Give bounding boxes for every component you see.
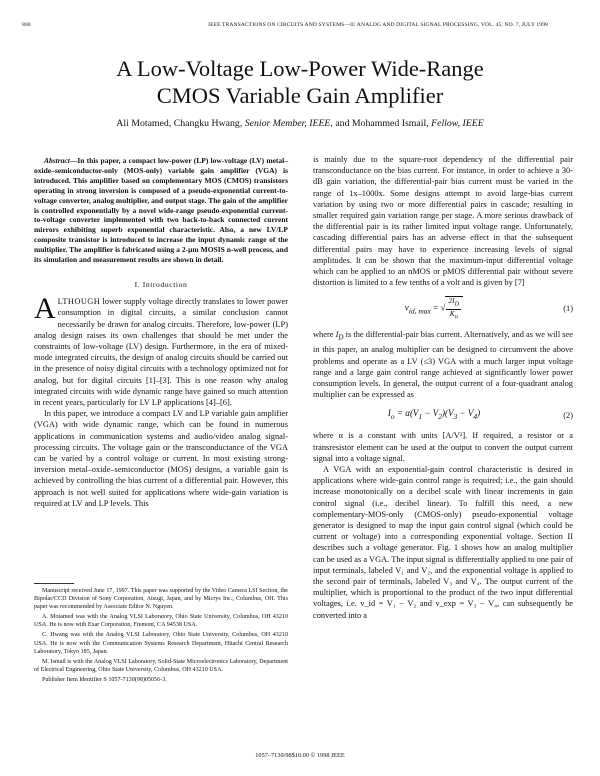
right-paragraph-2 <box>313 329 573 400</box>
author-names-1: Ali Motamed, Changku Hwang, <box>116 118 243 129</box>
eq1-numerator: 2I <box>448 296 455 306</box>
footnotes <box>34 583 288 686</box>
equation-2 <box>313 408 573 422</box>
eq1-denominator-sub: n <box>454 313 458 321</box>
footnote-rule <box>34 583 74 584</box>
eq2-sub-3: 3 <box>453 412 458 422</box>
eq2-lhs: I <box>387 408 391 419</box>
footnote-author-1: A. Motamed was with the Analog VLSI Laboratory, Ohio State University, Columbus, OH 43210 USA. He is now with Exar Corporation, Fremont, CA 94538 USA. <box>34 614 288 629</box>
equation-1-body <box>313 296 555 321</box>
footnote-publisher-id: Publisher Item Identifier S 1057-7130(98)05056-3. <box>42 676 167 683</box>
equation-1 <box>313 296 573 321</box>
title-line-1: A Low-Voltage Low-Power Wide-Range <box>116 56 484 81</box>
p2-text: is the differential-pair bias current. Alternatively, and as we will see in this paper, an analog multiplier can be designed to circumvent the above problems and operate as a LV (≤3) VGA with a much larger input voltage range and a large gain control range achieved at significantly lower power consumption levels. In general, the output current of a four-quadrant analog multiplier can be expressed as <box>313 330 573 400</box>
eq1-lhs: v <box>404 303 409 313</box>
eq2-part-4: − V <box>457 408 474 419</box>
equation-1-number: (1) <box>563 304 573 314</box>
equation-2-number: (2) <box>563 410 573 420</box>
copyright-footer: 1057–7130/98$10.00 © 1998 IEEE <box>255 752 345 759</box>
eq1-lhs-sub: id, max <box>408 306 431 316</box>
equation-2-body <box>313 408 555 422</box>
left-column <box>34 154 288 509</box>
author-role-2: Fellow, IEEE <box>431 118 484 129</box>
sqrt-icon: √ <box>440 303 446 313</box>
paper-title <box>60 55 540 109</box>
title-line-2: CMOS Variable Gain Amplifier <box>156 83 444 108</box>
eq1-fraction <box>446 297 461 321</box>
p2-var: I <box>335 330 339 340</box>
eq1-numerator-sub: D <box>454 300 460 308</box>
eq2-part-2: − V <box>422 408 439 419</box>
right-paragraph-4: A VGA with an exponential-gain control characteristic is desired in applications where wide-gain control range is required; i.e., the gain should increase monotonically on a decibel scale with linear increments in gain control signal (i.e., decibel linear). To fulfill this need, a new complementary-MOS-only (CMOS-only) pseudo-exponential voltage generator is designed to map the input gain control signal (which could be current or voltage) into a corresponding exponential voltage. Section II describes such a voltage generator. Fig. 1 shows how an analog multiplier can be used as a VGA. The input signal is differentially applied to one pair of input terminals, labeled V₁ and V₂, and the exponential voltage is applied to the second pair of terminals, labeled V₃ and V₄. The output current of the multiplier, which is proportional to the product of the two input differential voltages, i.e. v_id = V₁ − V₂ and v_exp = V₃ − V₄, can subsequently be converted into a <box>313 464 573 620</box>
author-line <box>40 118 560 129</box>
p2-var-sub: D <box>338 334 344 343</box>
right-paragraph-3: where α is a constant with units [A/V²]. If required, a resistor or a transresistor element can be used at the output to convert the output current signal into a voltage signal. <box>313 431 573 463</box>
eq2-sub-4: 4 <box>473 412 478 422</box>
eq2-sub-2: 2 <box>438 412 443 422</box>
eq1-equals: = <box>433 303 439 313</box>
abstract-text: In this paper, a compact low-power (LP) low-voltage (LV) metal–oxide–semiconductor-only (MOS-only) variable gain amplifier (VGA) is introduced. This amplifier based on complementary MOS (CMOS) transistors operating in strong inversion is composed of a pseudo-exponential current-to-voltage converter, analog multiplier, and output stage. The gain of the amplifier is controlled exponentially by a novel wide-range pseudo-exponential current-to-voltage converter implemented with two back-to-back connected current mirrors exhibiting superb exponential characteristic. Also, a new LV/LP composite transistor is introduced to increase the input dynamic range of the multiplier. The amplifier is fabricated using a 2-μm MOSIS n-well process, and its simulation and measurement results are shown in detail. <box>34 156 288 265</box>
eq1-denominator: K <box>449 308 455 318</box>
section-heading-introduction: I. Introduction <box>134 279 188 289</box>
footnote-manuscript: Manuscript received June 17, 1997. This paper was supported by the Video Camera LSI Section, the Bipolar/CCD Division of Sony Corporation, Atsugi, Japan, and by Micrys Inc., Columbus, OH. This paper was recommended by Associate Editor N. Nguyen. <box>34 588 288 611</box>
p2-where: where <box>313 330 334 340</box>
eq2-part-3: )(V <box>442 408 454 419</box>
eq2-part-5: ) <box>477 408 481 419</box>
abstract <box>34 156 288 265</box>
page-number: 800 <box>22 22 31 28</box>
right-column <box>313 154 573 621</box>
right-paragraph-1: is mainly due to the square-root dependency of the differential pair transconductance on the bias current. For instance, in order to achieve a 30-dB gain variation, the differential-pair bias current must be varied in the range of 1x–1000x. Some designs attempt to avoid large-bias current variation by using two or more differential pairs in cascade; resulting in smaller required gain variation range per stage. A more serious drawback of the differential pair is its rather limited input voltage range. Unfortunately, cascading differential pairs has an adverse effect in that the subsequent differential pairs may have to experience increasing levels of signal amplitudes. It can be shown that the maximum-input differential voltage which can be applied to an nMOS or pMOS differential pair without severe distortion is limited to a few tenths of a volt and is given by [7] <box>313 155 573 288</box>
footnote-author-3: M. Ismail is with the Analog VLSI Laboratory, Solid-State Microelectronics Laboratory, Department of Electrical Engineering, Ohio State University, Columbus, OH 43210 USA. <box>34 658 288 673</box>
author-names-2: and Mohammed Ismail, <box>335 118 429 129</box>
intro-paragraph-2: In this paper, we introduce a compact LV and LP variable gain amplifier (VGA) with wide dynamic range, which can be found in numerous applications in communication systems and audio/video analog signal-processing circuits. The voltage gain or the transconductance of the VGA can be varied by a control voltage or current. In most existing strong-inversion metal–oxide–semiconductor (MOS) designs, a variable gain is achieved by controlling the bias current of a differential pair. However, this approach is not well suited for applications where wide-gain variation is required at LV and LP levels. This <box>34 409 288 508</box>
footnote-author-2: C. Hwang was with the Analog VLSI Laboratory, Ohio State University, Columbus, OH 43210 USA. He is now with the Communication Systems Research Department, Hitachi Central Research Laboratory, Tokyo 185, Japan. <box>34 632 288 655</box>
eq2-part-1: = α(V <box>394 408 419 419</box>
abstract-label: Abstract— <box>44 156 78 165</box>
intro-paragraph-1 <box>34 292 289 408</box>
drop-cap: A <box>34 292 56 326</box>
intro-paragraph-1-text: lower supply voltage directly translates to lower power consumption in digital circuits, a similar conclusion cannot necessarily be drawn for analog circuits. Therefore, low-power (LP) analog design raises its own challenges that should be met under the constraints of low-voltage (LV) design. Furthermore, in the era of mixed-mode integrated circuits, the design of analog circuits should be carried out in the presence of noisy digital circuits with a technology optimized not for analog, but for digital circuits [1]–[3]. This is one reason why analog integrated circuits with wide dynamic range have gained so much attention in recent years, particularly for LV LP applications [4]–[6]. <box>34 297 289 407</box>
author-role-1: Senior Member, IEEE, <box>244 118 333 129</box>
journal-header: IEEE TRANSACTIONS ON CIRCUITS AND SYSTEMS—II: ANALOG AND DIGITAL SIGNAL PROCESSING, VOL. 45, NO. 7, JULY 1998 <box>208 22 548 28</box>
eq1-radicand <box>445 296 463 321</box>
eq2-lhs-sub: o <box>390 412 395 422</box>
intro-first-word: LTHOUGH <box>57 297 101 307</box>
running-header <box>22 22 562 28</box>
eq2-sub-1: 1 <box>418 412 423 422</box>
